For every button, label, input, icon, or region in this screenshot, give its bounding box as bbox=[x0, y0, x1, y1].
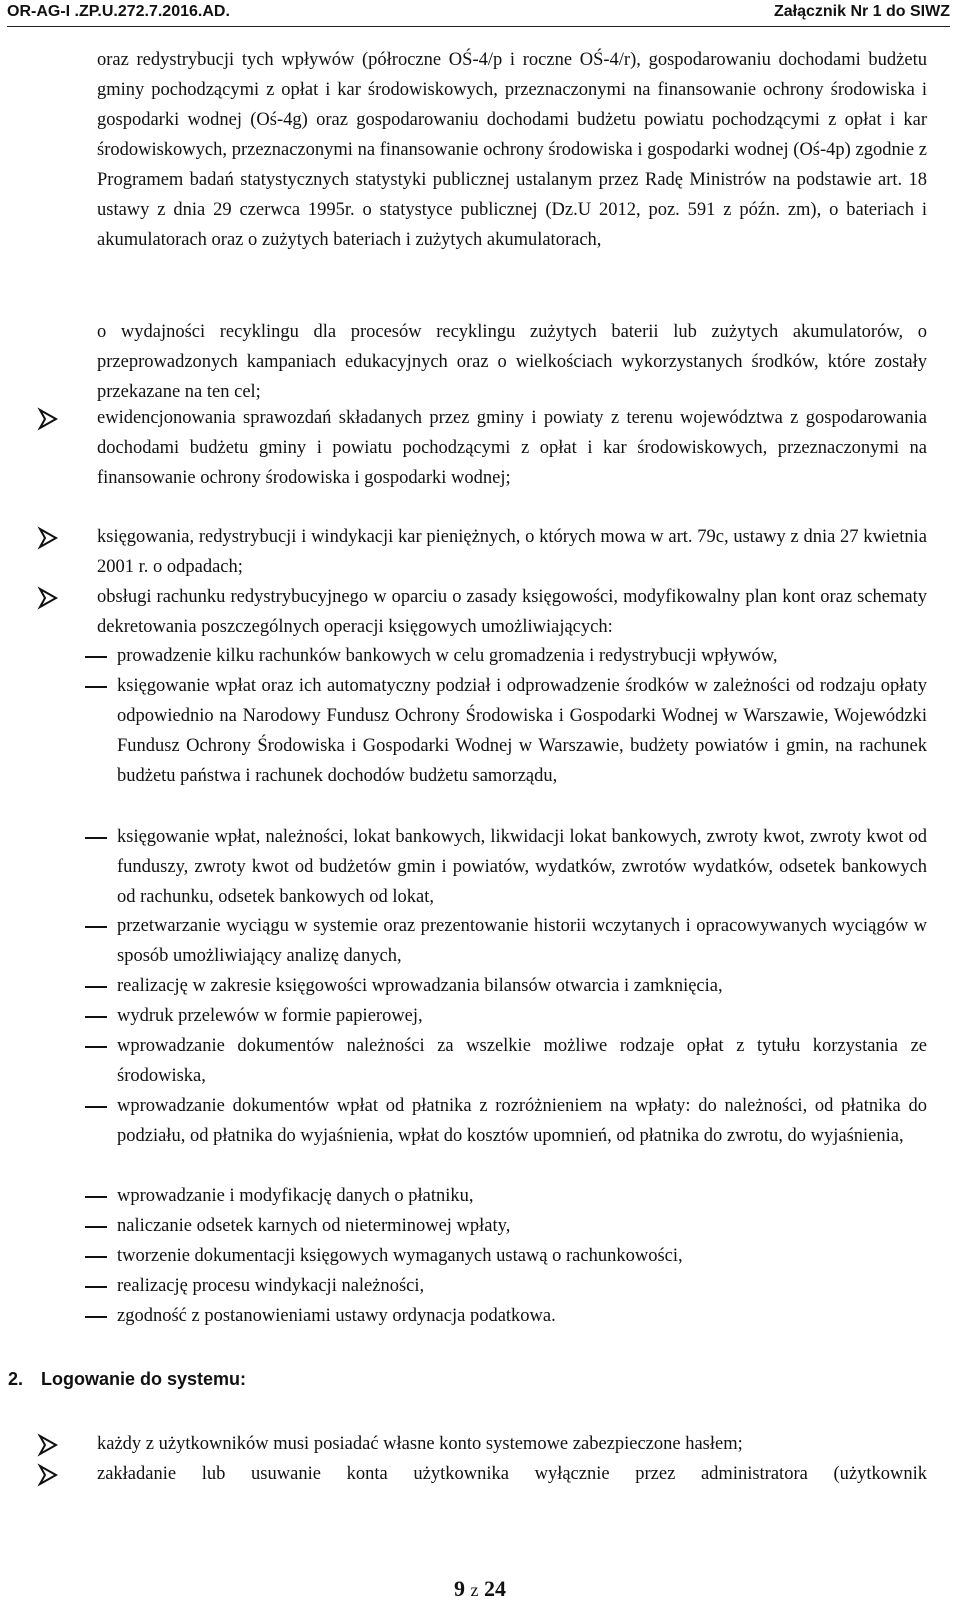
page-separator: z bbox=[470, 1580, 479, 1600]
dash-list-item: wydruk przelewów w formie papierowej, bbox=[117, 1006, 423, 1026]
dash-marker bbox=[85, 1286, 107, 1288]
bullet-item: ewidencjonowania sprawozdań składanych przez gminy i powiaty z terenu województwa z gospodarowania dochodami budżetu gminy i powiatu pochodzącymi z opłat i kar środowiskowych, przeznaczonymi na finansowanie ochrony środowiska i gospodarki wodnej; bbox=[97, 408, 927, 488]
dash-list-item: prowadzenie kilku rachunków bankowych w celu gromadzenia i redystrybucji wpływów, bbox=[117, 646, 778, 666]
dash-marker bbox=[85, 986, 107, 988]
bullet-item: księgowania, redystrybucji i windykacji kar pieniężnych, o których mowa w art. 79c, ustawy z dnia 27 kwietnia 2001 r. o odpadach; bbox=[97, 527, 927, 577]
dash-marker bbox=[85, 1196, 107, 1198]
page-header bbox=[7, 0, 950, 27]
dash-list-item: tworzenie dokumentacji księgowych wymaganych ustawą o rachunkowości, bbox=[117, 1246, 683, 1266]
intro-paragraph: oraz redystrybucji tych wpływów (półroczne OŚ-4/p i roczne OŚ-4/r), gospodarowaniu dochodami budżetu gminy pochodzącymi z opłat i kar środowiskowych, przeznaczonymi na finansowanie ochrony środowiska i gospodarki wodnej (Oś-4g) oraz gospodarowaniu dochodami budżetu powiatu pochodzącymi z opłat i kar środowiskowych, przeznaczonymi na finansowanie ochrony środowiska i gospodarki wodnej (Oś-4p) zgodnie z Programem badań statystycznych statystyki publicznej ustalanym przez Radę Ministrów na podstawie art. 18 ustawy z dnia 29 czerwca 1995r. o statystyce publicznej (Dz.U 2012, poz. 591 z późn. zm), o bateriach i akumulatorach oraz o zużytych bateriach i zużytych akumulatorach, bbox=[97, 50, 927, 250]
dash-marker bbox=[85, 1226, 107, 1228]
dash-marker bbox=[85, 926, 107, 928]
attachment-label: Załącznik Nr 1 do SIWZ bbox=[773, 3, 950, 20]
arrow-bullet-icon bbox=[37, 1463, 61, 1487]
dash-marker bbox=[85, 656, 107, 658]
dash-marker bbox=[85, 837, 107, 839]
dash-marker bbox=[85, 1016, 107, 1018]
document-reference: OR-AG-I .ZP.U.272.7.2016.AD. bbox=[7, 3, 230, 20]
dash-marker bbox=[85, 1256, 107, 1258]
bullet-item: obsługi rachunku redystrybucyjnego w oparciu o zasady księgowości, modyfikowalny plan kont oraz schematy dekretowania poszczególnych operacji księgowych umożliwiających: bbox=[97, 587, 927, 637]
bullet-item: każdy z użytkowników musi posiadać własne konto systemowe zabezpieczone hasłem; bbox=[97, 1434, 743, 1454]
dash-marker bbox=[85, 686, 107, 688]
section-title: Logowanie do systemu: bbox=[41, 1369, 247, 1389]
dash-list-item: zgodność z postanowieniami ustawy ordynacja podatkowa. bbox=[117, 1306, 556, 1326]
arrow-bullet-icon bbox=[37, 1433, 61, 1457]
arrow-bullet-icon bbox=[37, 407, 61, 431]
intro-paragraph-2: o wydajności recyklingu dla procesów recyklingu zużytych baterii lub zużytych akumulatorów, o przeprowadzonych kampaniach edukacyjnych oraz o wielkościach wykorzystanych środków, które zostały przekazane na ten cel; bbox=[97, 322, 927, 402]
dash-list-item: naliczanie odsetek karnych od nieterminowej wpłaty, bbox=[117, 1216, 511, 1236]
dash-list-item: księgowanie wpłat, należności, lokat bankowych, likwidacji lokat bankowych, zwroty kwot, zwroty kwot od funduszy, zwroty kwot od budżetów gmin i powiatów, wydatków, zwrotów wydatków, odsetek bankowych od rachunku, odsetek bankowych od lokat, bbox=[117, 827, 927, 907]
dash-marker bbox=[85, 1316, 107, 1318]
dash-list-item: przetwarzanie wyciągu w systemie oraz prezentowanie historii wczytanych i opracowywanych wyciągów w sposób umożliwiający analizę danych, bbox=[117, 916, 927, 966]
dash-list-item: wprowadzanie i modyfikację danych o płatniku, bbox=[117, 1186, 474, 1206]
dash-marker bbox=[85, 1106, 107, 1108]
section-number: 2. bbox=[8, 1369, 24, 1389]
total-pages: 24 bbox=[484, 1576, 506, 1601]
dash-list-item: wprowadzanie dokumentów należności za wszelkie możliwe rodzaje opłat z tytułu korzystania ze środowiska, bbox=[117, 1036, 927, 1086]
dash-list-item: realizację w zakresie księgowości wprowadzania bilansów otwarcia i zamknięcia, bbox=[117, 976, 723, 996]
bullet-item: zakładanie lub usuwanie konta użytkownika wyłącznie przez administratora (użytkownik bbox=[97, 1464, 927, 1484]
arrow-bullet-icon bbox=[37, 586, 61, 610]
section-heading bbox=[8, 1369, 246, 1390]
page-number bbox=[0, 1576, 960, 1602]
dash-list-item: księgowanie wpłat oraz ich automatyczny podział i odprowadzenie środków w zależności od rodzaju opłaty odpowiednio na Narodowy Fundusz Ochrony Środowiska i Gospodarki Wodnej w Warszawie, Wojewódzki Fundusz Ochrony Środowiska i Gospodarki Wodnej w Warszawie, budżety powiatów i gmin, na rachunek budżetu państwa i rachunek dochodów budżetu samorządu, bbox=[117, 676, 927, 786]
arrow-bullet-icon bbox=[37, 526, 61, 550]
dash-list-item: realizację procesu windykacji należności, bbox=[117, 1276, 425, 1296]
dash-list-item: wprowadzanie dokumentów wpłat od płatnika z rozróżnieniem na wpłaty: do należności, od płatnika do podziału, od płatnika do wyjaśnienia, wpłat do kosztów upomnień, od płatnika do zwrotu, do wyjaśnienia, bbox=[117, 1096, 927, 1146]
dash-marker bbox=[85, 1046, 107, 1048]
current-page: 9 bbox=[454, 1576, 465, 1601]
